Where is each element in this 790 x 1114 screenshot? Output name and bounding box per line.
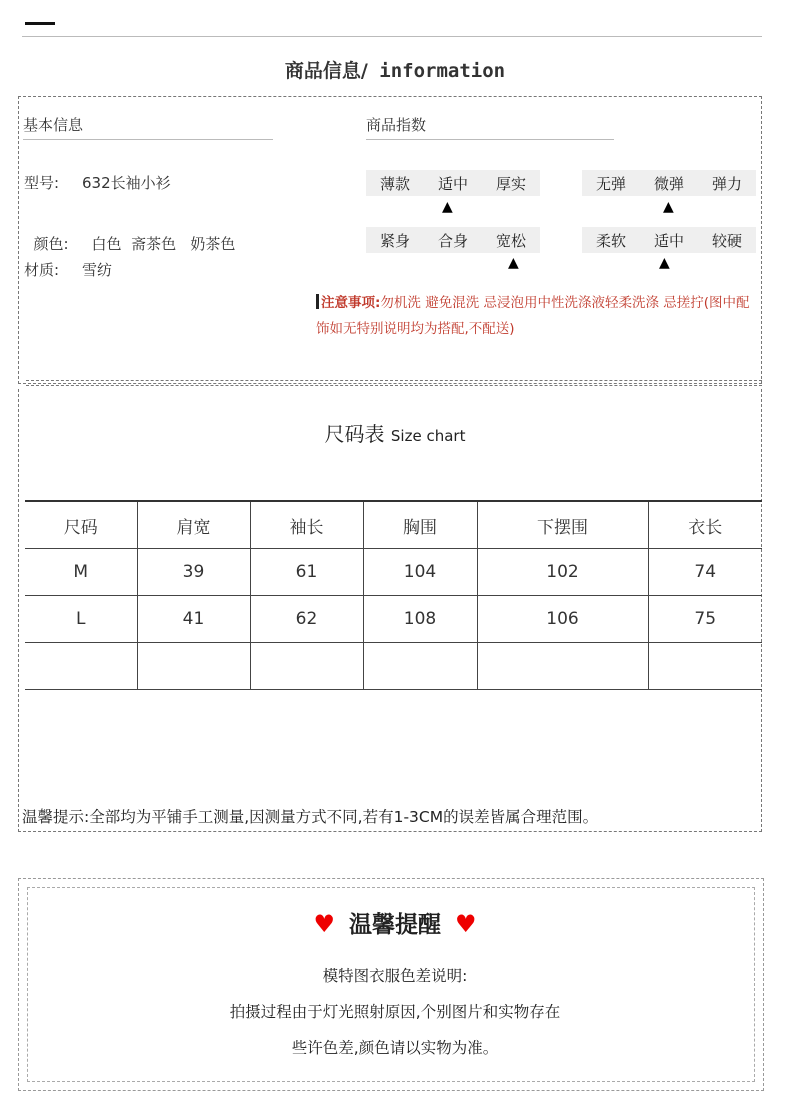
table-cell: 74 (648, 549, 762, 596)
index-option: 紧身 (379, 231, 410, 250)
index-arrow-icon: ▲ (663, 199, 674, 215)
index-option: 较硬 (711, 231, 742, 250)
info-row-material (24, 259, 112, 280)
size-chart-title (0, 418, 790, 447)
header-cell: 袖长 (250, 501, 363, 549)
heart-icon: ♥ (455, 910, 477, 938)
index-arrow-icon: ▲ (659, 255, 670, 271)
top-dash (25, 22, 55, 25)
index-thickness (366, 170, 540, 196)
index-option: 弹力 (711, 174, 742, 193)
index-option: 柔软 (595, 231, 626, 250)
section-title (0, 56, 790, 83)
index-arrow-icon: ▲ (442, 199, 453, 215)
index-option: 厚实 (495, 174, 526, 193)
table-cell (477, 643, 648, 690)
size-chart-title-en: Size chart (390, 427, 466, 445)
section-title-en: information (367, 60, 506, 82)
table-row (25, 596, 762, 643)
table-cell: 39 (137, 549, 250, 596)
info-label: 材质: (24, 261, 60, 279)
measurement-tip: 温馨提示:全部均为平铺手工测量,因测量方式不同,若有1-3CM的误差皆属合理范围。 (22, 808, 599, 826)
index-option: 适中 (653, 231, 684, 250)
table-cell: 41 (137, 596, 250, 643)
table-cell: 62 (250, 596, 363, 643)
table-cell (648, 643, 762, 690)
header-cell: 肩宽 (137, 501, 250, 549)
index-option: 合身 (437, 231, 468, 250)
header-cell: 尺码 (25, 501, 137, 549)
table-cell: 106 (477, 596, 648, 643)
warm-reminder-line: 拍摄过程由于灯光照射原因,个别图片和实物存在 (229, 1003, 561, 1021)
index-fit (366, 227, 540, 253)
index-option: 无弹 (595, 174, 626, 193)
care-note (316, 290, 762, 342)
info-row-color (24, 215, 235, 254)
note-bar-icon (316, 294, 319, 309)
index-option: 适中 (437, 174, 468, 193)
size-table-header (25, 501, 762, 549)
table-row (25, 549, 762, 596)
table-cell (137, 643, 250, 690)
table-cell: 75 (648, 596, 762, 643)
care-note-heading: 注意事项: (321, 295, 381, 311)
header-cell: 衣长 (648, 501, 762, 549)
info-value: 632长袖小衫 (82, 174, 171, 192)
warm-reminder-title (0, 906, 790, 939)
table-cell (25, 643, 137, 690)
index-softness (582, 227, 756, 253)
index-arrow-icon: ▲ (508, 255, 519, 271)
size-table (25, 500, 762, 690)
table-cell: 61 (250, 549, 363, 596)
dashed-divider (26, 385, 762, 387)
care-note-text: 勿机洗 避免混洗 忌浸泡用中性洗涤液轻柔洗涤 忌搓拧(图中配饰如无特别说明均为搭配,不配送) (316, 295, 750, 337)
info-row-model (24, 172, 171, 193)
info-label: 颜色: (33, 235, 69, 253)
warm-reminder-line: 些许色差,颜色请以实物为准。 (291, 1039, 499, 1057)
table-cell (363, 643, 477, 690)
index-option: 微弹 (653, 174, 684, 193)
info-value: 雪纺 (82, 261, 113, 279)
table-cell: 102 (477, 549, 648, 596)
info-label: 型号: (24, 174, 60, 192)
header-cell: 下摆围 (477, 501, 648, 549)
header-cell: 胸围 (363, 501, 477, 549)
info-value: 白色 斋茶色 奶茶色 (91, 235, 236, 253)
index-option: 宽松 (495, 231, 526, 250)
index-option: 薄款 (379, 174, 410, 193)
table-cell: M (25, 549, 137, 596)
table-cell (250, 643, 363, 690)
table-cell: 108 (363, 596, 477, 643)
table-cell: 104 (363, 549, 477, 596)
dashed-divider (26, 380, 762, 382)
warm-reminder-line: 模特图衣服色差说明: (322, 967, 468, 985)
size-chart-title-cn: 尺码表 (324, 422, 385, 446)
section-title-cn: 商品信息/ (284, 60, 368, 82)
heart-icon: ♥ (313, 910, 335, 938)
index-elasticity (582, 170, 756, 196)
index-heading: 商品指数 (366, 114, 614, 140)
warm-reminder-title-text: 温馨提醒 (349, 912, 441, 938)
table-row (25, 643, 762, 690)
table-cell: L (25, 596, 137, 643)
basic-info-heading: 基本信息 (23, 114, 273, 140)
top-divider (22, 36, 762, 37)
